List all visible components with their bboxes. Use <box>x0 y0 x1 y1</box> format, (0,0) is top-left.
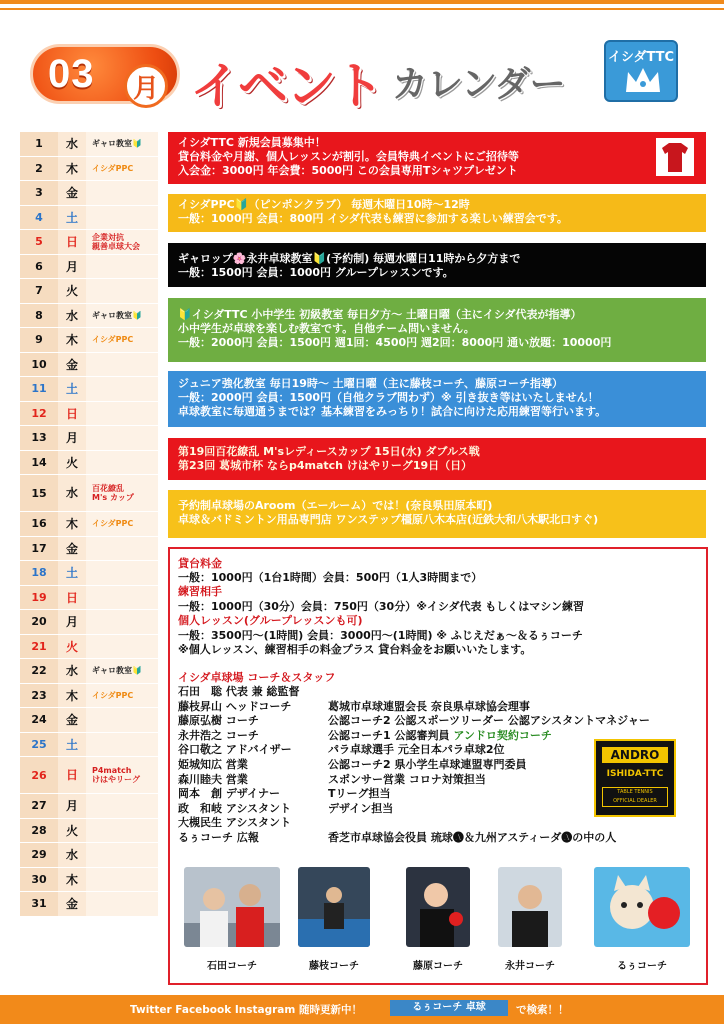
calendar-row <box>20 512 158 537</box>
andro-sub: ISHIDA-TTC <box>606 769 664 779</box>
calendar-event <box>86 868 158 892</box>
logo-text: イシダTTC <box>607 50 675 65</box>
month-calendar <box>20 132 158 917</box>
tshirt-icon <box>656 138 694 176</box>
calendar-weekday: 水 <box>58 659 86 683</box>
tourn-line-2: 第23回 葛城市杯 ならp4match けはやリーグ19日（日） <box>178 459 473 472</box>
calendar-event <box>86 451 158 475</box>
calendar-event <box>86 206 158 230</box>
rent-price: 一般：1000円（1台1時間）会員：500円（1人3時間まで） <box>178 571 483 584</box>
partner-price: 一般：1000円（30分）会員：750円（30分）※イシダ代表 もしくはマシン練習 <box>178 600 584 613</box>
junior-line-3: 卓球教室に毎週通うまでは？基本練習をみっちり！試合に向けた応用練習等行います。 <box>178 405 607 418</box>
calendar-day: 7 <box>20 279 58 303</box>
calendar-day: 22 <box>20 659 58 683</box>
calendar-event <box>86 708 158 732</box>
calendar-row <box>20 537 158 562</box>
calendar-event: イシダPPC <box>86 512 158 536</box>
calendar-day: 23 <box>20 684 58 708</box>
calendar-day: 24 <box>20 708 58 732</box>
title-event: イベント <box>190 57 382 115</box>
pricing-note: ※個人レッスン、練習相手の料金プラス 貸台料金をお願いいたします。 <box>178 643 532 656</box>
calendar-row <box>20 304 158 329</box>
calendar-event: イシダPPC <box>86 684 158 708</box>
calendar-event <box>86 402 158 426</box>
calendar-row <box>20 561 158 586</box>
calendar-day: 29 <box>20 843 58 867</box>
kids-line-2: 小中学生が卓球を楽しむ教室です。自他チーム問いません。 <box>178 322 475 335</box>
junior-line-2: 一般：2000円 会員：1500円（自他クラブ問わず）※ 引き抜き等はいたしません！ <box>178 391 599 404</box>
aroom-line-1: 予約制卓球場のAroom（エールーム）では！(奈良県田原本町) <box>178 499 493 512</box>
calendar-row <box>20 586 158 611</box>
calendar-day: 25 <box>20 733 58 757</box>
bar-aroom <box>168 490 706 538</box>
calendar-row <box>20 868 158 893</box>
calendar-event: 百花繚乱 M's カップ <box>86 475 158 511</box>
calendar-event <box>86 733 158 757</box>
staff-heading: イシダ卓球場 コーチ＆スタッフ <box>178 671 336 684</box>
calendar-event: ギャロ教室🔰 <box>86 659 158 683</box>
kids-line-1: 🔰イシダTTC 小中学生 初級教室 毎日夕方～ 土曜日曜（主にイシダ代表が指導） <box>178 308 582 321</box>
calendar-event: ギャロ教室🔰 <box>86 304 158 328</box>
partner-heading: 練習相手 <box>178 585 222 598</box>
calendar-weekday: 日 <box>58 757 86 793</box>
calendar-day: 2 <box>20 157 58 181</box>
calendar-day: 28 <box>20 819 58 843</box>
staff-roles-a: 葛城市卓球連盟会長 奈良県卓球協会理事 公認コーチ2 公認スポーツリーダー 公認アシスタントマネジャー 公認コーチ1 公認審判員 <box>328 699 650 742</box>
calendar-event <box>86 255 158 279</box>
recruit-line-3: 入会金：3000円 年会費：5000円 この会員専用Tシャツプレゼント <box>178 164 518 177</box>
lesson-price: 一般：3500円～(1時間) 会員：3000円～(1時間) ※ ふじえだぁ～＆るぅコーチ <box>178 629 583 642</box>
calendar-day: 3 <box>20 181 58 205</box>
calendar-weekday: 金 <box>58 537 86 561</box>
month-suffix: 月 <box>132 74 159 104</box>
calendar-row <box>20 255 158 280</box>
photo-nagai <box>498 867 562 947</box>
calendar-day: 19 <box>20 586 58 610</box>
tourn-line-1: 第19回百花繚乱 M'sレディースカップ 15日(水) ダブルス戦 <box>178 445 480 458</box>
calendar-weekday: 日 <box>58 402 86 426</box>
calendar-event: ギャロ教室🔰 <box>86 132 158 156</box>
calendar-event <box>86 426 158 450</box>
calendar-row <box>20 157 158 182</box>
ppc-line-2: 一般：1000円 会員：800円 イシダ代表も練習に参加する楽しい練習会です。 <box>178 212 568 225</box>
calendar-day: 11 <box>20 377 58 401</box>
calendar-day: 4 <box>20 206 58 230</box>
lesson-heading: 個人レッスン(グループレッスンも可) <box>178 614 363 627</box>
bar-junior-class <box>168 371 706 427</box>
caption-nagai: 永井コーチ <box>505 961 555 972</box>
calendar-event: イシダPPC <box>86 328 158 352</box>
calendar-event <box>86 377 158 401</box>
pricing-staff-box <box>168 547 708 985</box>
calendar-row <box>20 757 158 794</box>
calendar-event <box>86 794 158 818</box>
calendar-row <box>20 451 158 476</box>
calendar-weekday: 木 <box>58 328 86 352</box>
footer-search-tail: で検索！！ <box>516 1004 569 1016</box>
calendar-row <box>20 279 158 304</box>
calendar-day: 13 <box>20 426 58 450</box>
calendar-row <box>20 328 158 353</box>
calendar-weekday: 火 <box>58 635 86 659</box>
calendar-event: イシダPPC <box>86 157 158 181</box>
calendar-day: 5 <box>20 230 58 254</box>
title-calendar: カレンダー <box>392 64 565 105</box>
rent-heading: 貸台料金 <box>178 557 222 570</box>
calendar-event: 企業対抗 親善卓球大会 <box>86 230 158 254</box>
photo-fujiwara <box>406 867 470 947</box>
calendar-row <box>20 635 158 660</box>
calendar-row <box>20 426 158 451</box>
calendar-weekday: 月 <box>58 426 86 450</box>
calendar-day: 6 <box>20 255 58 279</box>
calendar-weekday: 日 <box>58 230 86 254</box>
calendar-event <box>86 279 158 303</box>
calendar-row <box>20 892 158 917</box>
calendar-weekday: 金 <box>58 892 86 916</box>
calendar-row <box>20 708 158 733</box>
footer-search-box: るぅコーチ 卓球 <box>390 1000 508 1016</box>
andro-coach-label: アンドロ契約コーチ <box>453 728 552 742</box>
calendar-weekday: 水 <box>58 304 86 328</box>
calendar-day: 17 <box>20 537 58 561</box>
recruit-line-1: イシダTTC 新規会員募集中！ <box>178 136 326 149</box>
staff-names: 石田 聡 代表 兼 総監督 藤枝昇山 ヘッドコーチ 藤原弘樹 コーチ 永井浩之 コーチ 谷口敬之 アドバイザー 姫城知広 営業 森川睦夫 営業 岡本 創 デザイナー 政 和岐 アシスタント 大槻民生 アシスタント るぅコーチ 広報 <box>178 685 300 844</box>
month-number: 03 <box>48 52 95 96</box>
calendar-weekday: 水 <box>58 843 86 867</box>
calendar-event <box>86 819 158 843</box>
calendar-day: 27 <box>20 794 58 818</box>
staff-roles-b: パラ卓球選手 元全日本パラ卓球2位 公認コーチ2 県小学生卓球連盟専門委員 スポンサー営業 コロナ対策担当 Tリーグ担当 デザイン担当 <box>328 743 527 815</box>
footer-bar <box>0 995 724 1024</box>
footer-sns-text: Twitter Facebook Instagram 随時更新中！ <box>130 1004 362 1016</box>
calendar-row <box>20 794 158 819</box>
calendar-event <box>86 586 158 610</box>
calendar-row <box>20 206 158 231</box>
calendar-day: 18 <box>20 561 58 585</box>
photo-fujieda <box>298 867 370 947</box>
kids-line-3: 一般：2000円 会員：1500円 週1回：4500円 週2回：8000円 通い放題：10000円 <box>178 336 612 349</box>
photo-ruu-mascot <box>594 867 690 947</box>
calendar-row <box>20 819 158 844</box>
calendar-row <box>20 402 158 427</box>
calendar-day: 12 <box>20 402 58 426</box>
calendar-row <box>20 659 158 684</box>
calendar-day: 9 <box>20 328 58 352</box>
calendar-weekday: 月 <box>58 610 86 634</box>
bar-member-recruit <box>168 132 706 184</box>
calendar-event <box>86 843 158 867</box>
bar-gallop <box>168 243 706 287</box>
calendar-day: 1 <box>20 132 58 156</box>
caption-fujiwara: 藤原コーチ <box>413 961 463 972</box>
caption-fujieda: 藤枝コーチ <box>309 961 359 972</box>
calendar-event <box>86 610 158 634</box>
calendar-weekday: 木 <box>58 157 86 181</box>
andro-brand: ANDRO <box>602 747 668 763</box>
calendar-weekday: 木 <box>58 684 86 708</box>
calendar-row <box>20 377 158 402</box>
aroom-line-2: 卓球＆バドミントン用品専門店 ワンステップ橿原八木本店(近鉄大和八木駅北口すぐ) <box>178 513 599 526</box>
calendar-weekday: 土 <box>58 206 86 230</box>
calendar-row <box>20 353 158 378</box>
calendar-weekday: 土 <box>58 561 86 585</box>
calendar-event <box>86 353 158 377</box>
calendar-day: 10 <box>20 353 58 377</box>
calendar-weekday: 金 <box>58 708 86 732</box>
andro-logo <box>594 739 676 817</box>
calendar-event <box>86 892 158 916</box>
calendar-weekday: 火 <box>58 451 86 475</box>
calendar-row <box>20 733 158 758</box>
club-logo <box>604 40 678 102</box>
calendar-weekday: 土 <box>58 377 86 401</box>
calendar-weekday: 水 <box>58 475 86 511</box>
calendar-weekday: 水 <box>58 132 86 156</box>
gallop-line-1: ギャロップ🌸永井卓球教室🔰(予約制) 毎週水曜日11時から夕方まで <box>178 252 521 265</box>
calendar-event <box>86 181 158 205</box>
calendar-weekday: 火 <box>58 279 86 303</box>
calendar-row <box>20 181 158 206</box>
top-stripe <box>0 0 724 4</box>
gallop-line-2: 一般：1500円 会員：1000円 グループレッスンです。 <box>178 266 454 279</box>
calendar-day: 15 <box>20 475 58 511</box>
calendar-weekday: 木 <box>58 512 86 536</box>
calendar-event <box>86 561 158 585</box>
bar-ppc <box>168 194 706 232</box>
crown-icon <box>624 66 662 94</box>
calendar-weekday: 月 <box>58 255 86 279</box>
calendar-row <box>20 230 158 255</box>
caption-ruu: るぅコーチ <box>617 961 667 972</box>
calendar-weekday: 金 <box>58 181 86 205</box>
staff-last-role: 香芝市卓球協会役員 琉球🅐＆九州アスティーダ🅐の中の人 <box>328 831 617 844</box>
calendar-row <box>20 475 158 512</box>
calendar-weekday: 火 <box>58 819 86 843</box>
recruit-line-2: 貸台料金や月謝、個人レッスンが割引。会員特典イベントにご招待等 <box>178 150 519 163</box>
calendar-row <box>20 684 158 709</box>
calendar-weekday: 木 <box>58 868 86 892</box>
calendar-day: 30 <box>20 868 58 892</box>
caption-ishida: 石田コーチ <box>207 961 257 972</box>
top-stripe-thin <box>0 8 724 10</box>
calendar-weekday: 金 <box>58 353 86 377</box>
calendar-row <box>20 843 158 868</box>
bar-tournaments <box>168 438 706 480</box>
calendar-weekday: 土 <box>58 733 86 757</box>
bar-kids-class <box>168 298 706 362</box>
calendar-event <box>86 537 158 561</box>
calendar-day: 26 <box>20 757 58 793</box>
calendar-day: 31 <box>20 892 58 916</box>
calendar-day: 8 <box>20 304 58 328</box>
calendar-day: 14 <box>20 451 58 475</box>
junior-line-1: ジュニア強化教室 毎日19時～ 土曜日曜（主に藤枝コーチ、藤原コーチ指導） <box>178 377 563 390</box>
calendar-day: 20 <box>20 610 58 634</box>
calendar-event: P4match けはやリーグ <box>86 757 158 793</box>
calendar-day: 21 <box>20 635 58 659</box>
calendar-weekday: 月 <box>58 794 86 818</box>
calendar-day: 16 <box>20 512 58 536</box>
calendar-weekday: 日 <box>58 586 86 610</box>
calendar-event <box>86 635 158 659</box>
calendar-row <box>20 132 158 157</box>
calendar-row <box>20 610 158 635</box>
ppc-line-1: イシダPPC🔰（ピンポンクラブ） 毎週木曜日10時～12時 <box>178 198 470 211</box>
andro-small: TABLE TENNIS OFFICIAL DEALER <box>602 787 668 807</box>
photo-ishida <box>184 867 280 947</box>
